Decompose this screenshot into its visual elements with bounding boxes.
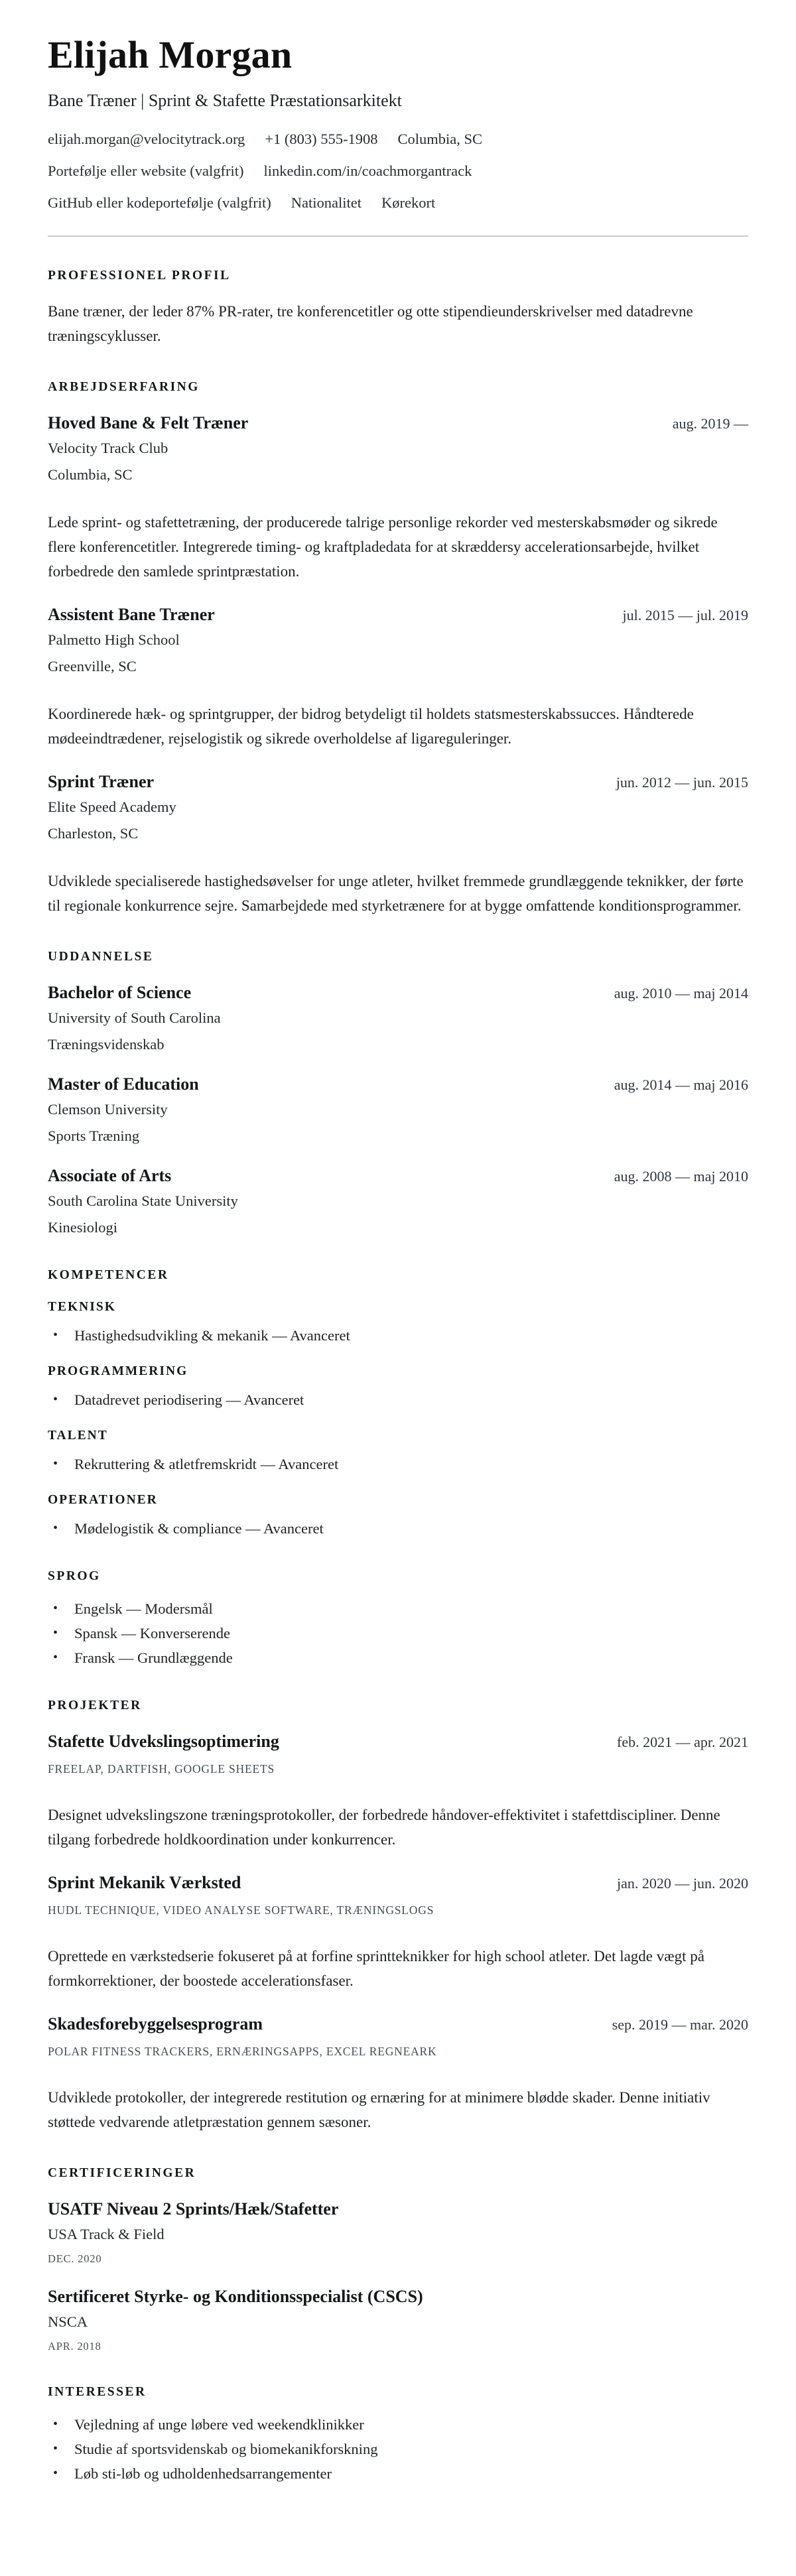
job-title: Assistent Bane Træner [48, 604, 215, 624]
degree-dates: aug. 2010 — maj 2014 [614, 984, 748, 1001]
job-description: Koordinerede hæk- og sprintgrupper, der bidrog betydeligt til holdets statsmesterskabssucces. Håndterede mødeeindtrædener, rejselogistik og sikrede overholdelse af ligareguleringer. [48, 705, 694, 747]
job-company: Palmetto High School [48, 631, 180, 648]
skill-group-label: TALENT [48, 1428, 108, 1443]
project-dates: feb. 2021 — apr. 2021 [617, 1733, 748, 1750]
contact-nationality: Nationalitet [291, 194, 362, 211]
project-entry [48, 1873, 748, 1993]
skill-item: • Mødelogistik & compliance — Avanceret [48, 1519, 748, 1537]
skill-item: • Hastighedsudvikling & mekanik — Avanceret [48, 1326, 748, 1344]
project-tools: POLAR FITNESS TRACKERS, ERNÆRINGSAPPS, EXCEL REGNEARK [48, 2044, 437, 2058]
education-entry [48, 983, 748, 1053]
interest-item: • Løb sti-løb og udholdenhedsarrangementer [48, 2465, 748, 2482]
job-title-subtitle: Bane Træner | Sprint & Stafette Præstationsarkitekt [48, 90, 402, 110]
project-description: Oprettede en værkstedserie fokuseret på at forfine sprintteknikker for high school atleter. Det lagde vægt på formkorrektioner, der boostede accelerationsfaser. [48, 1947, 704, 1989]
contact-block [48, 131, 748, 212]
education-entry [48, 1074, 748, 1145]
section-heading: PROFESSIONEL PROFIL [48, 268, 231, 283]
job-description: Udviklede specialiserede hastighedsøvelser for unge atleter, hvilket fremmede grundlæggende teknikker, der førte til regionale konkurrence sejre. Samarbejdede med styrketrænere for at bygge omfattende konditionsprogrammer. [48, 872, 744, 914]
education-entry [48, 1166, 748, 1236]
section-certifications [48, 2166, 748, 2353]
skill-list [48, 1391, 748, 1409]
profile-summary: Bane træner, der leder 87% PR-rater, tre konferencetitler og otte stipendieunderskrivelser med datadrevne træningscyklusser. [48, 302, 693, 344]
language-item: • Fransk — Grundlæggende [48, 1649, 748, 1667]
entry-head [48, 413, 748, 433]
job-location: Greenville, SC [48, 657, 137, 675]
degree-title: Master of Education [48, 1074, 199, 1094]
section-interests [48, 2385, 748, 2482]
contact-row [48, 131, 748, 148]
interest-item: • Studie af sportsvidenskab og biomekanikforskning [48, 2440, 748, 2458]
section-languages [48, 1569, 748, 1667]
interest-item: • Vejledning af unge løbere ved weekendklinikker [48, 2415, 748, 2433]
resume-header [48, 33, 748, 212]
project-title: Skadesforebyggelsesprogram [48, 2014, 263, 2033]
section-profile [48, 269, 748, 348]
project-title: Stafette Udvekslingsoptimering [48, 1731, 279, 1751]
resume-document [48, 33, 748, 2482]
experience-entry [48, 605, 748, 751]
experience-entry [48, 772, 748, 918]
certification-issuer: USA Track & Field [48, 2225, 165, 2242]
experience-entry [48, 413, 748, 584]
project-dates: sep. 2019 — mar. 2020 [612, 2016, 748, 2033]
project-description: Designet udvekslingszone træningsprotokoller, der forbedrede håndover-effektivitet i stafettdiscipliner. Denne tilgang forbedrede holdkoordination under konkurrencer. [48, 1806, 720, 1848]
entry-head [48, 1166, 748, 1186]
job-location: Charleston, SC [48, 824, 139, 842]
contact-row [48, 194, 748, 212]
project-entry [48, 2014, 748, 2134]
degree-dates: aug. 2014 — maj 2016 [614, 1076, 748, 1093]
certification-issuer: NSCA [48, 2313, 88, 2330]
job-title: Sprint Træner [48, 771, 155, 791]
job-title: Hoved Bane & Felt Træner [48, 413, 249, 432]
language-list [48, 1600, 748, 1667]
skill-list [48, 1326, 748, 1344]
job-dates: jun. 2012 — jun. 2015 [616, 773, 748, 791]
degree-title: Associate of Arts [48, 1165, 172, 1185]
entry-head [48, 1873, 748, 1893]
entry-head [48, 2014, 748, 2034]
degree-school: Clemson University [48, 1100, 168, 1118]
job-company: Velocity Track Club [48, 439, 168, 456]
skill-group-label: TEKNISK [48, 1299, 116, 1314]
section-projects [48, 1699, 748, 2134]
language-item: • Spansk — Konverserende [48, 1624, 748, 1642]
entry-head [48, 772, 748, 792]
project-entry [48, 1732, 748, 1852]
section-heading: PROJEKTER [48, 1698, 142, 1712]
certification-entry [48, 2199, 748, 2266]
degree-field: Sports Træning [48, 1127, 140, 1144]
project-tools: FREELAP, DARTFISH, GOOGLE SHEETS [48, 1762, 275, 1775]
degree-field: Træningsvidenskab [48, 1035, 165, 1053]
contact-drivers-license: Kørekort [381, 194, 436, 211]
contact-phone: +1 (803) 555-1908 [265, 130, 378, 147]
project-title: Sprint Mekanik Værksted [48, 1872, 241, 1892]
degree-field: Kinesiologi [48, 1218, 117, 1236]
entry-head [48, 1074, 748, 1094]
section-experience [48, 380, 748, 918]
interest-list [48, 2415, 748, 2482]
degree-school: University of South Carolina [48, 1009, 221, 1026]
job-dates: aug. 2019 — [672, 415, 748, 432]
contact-github-placeholder: GitHub eller kodeportefølje (valgfrit) [48, 194, 271, 211]
entry-head [48, 605, 748, 625]
section-skills [48, 1268, 748, 1537]
project-description: Udviklede protokoller, der integrerede restitution og ernæring for at minimere blødde skader. Denne initiativ støttede vedvarende atletpræstation gennem sæsoner. [48, 2089, 710, 2130]
skill-list [48, 1455, 748, 1473]
job-location: Columbia, SC [48, 466, 133, 483]
entry-head [48, 1732, 748, 1752]
degree-title: Bachelor of Science [48, 982, 192, 1002]
section-heading: KOMPETENCER [48, 1267, 169, 1282]
project-dates: jan. 2020 — jun. 2020 [617, 1874, 748, 1892]
degree-school: South Carolina State University [48, 1192, 238, 1209]
skill-group-label: PROGRAMMERING [48, 1364, 188, 1378]
contact-linkedin: linkedin.com/in/coachmorgantrack [263, 162, 472, 179]
page-title: Elijah Morgan [48, 33, 293, 76]
job-description: Lede sprint- og stafettetræning, der producerede talrige personlige rekorder ved mesterskabsmøder og sikrede flere konferencetitler. Integrerede timing- og kraftpladedata for at skræddersy accelerationsarbejde, hvilket forbedrede den samlede sprintpræstation. [48, 513, 718, 580]
certification-date: DEC. 2020 [48, 2252, 102, 2265]
certification-title: Sertificeret Styrke- og Konditionsspecialist (CSCS) [48, 2286, 423, 2306]
certification-date: APR. 2018 [48, 2339, 101, 2352]
contact-location: Columbia, SC [397, 130, 483, 147]
skill-list [48, 1519, 748, 1537]
section-heading: CERTIFICERINGER [48, 2165, 196, 2180]
section-heading: SPROG [48, 1569, 101, 1583]
project-tools: HUDL TECHNIQUE, VIDEO ANALYSE SOFTWARE, TRÆNINGSLOGS [48, 1903, 434, 1917]
header-divider [48, 235, 748, 237]
section-heading: ARBEJDSERFARING [48, 379, 200, 394]
contact-email: elijah.morgan@velocitytrack.org [48, 130, 245, 147]
contact-row [48, 162, 748, 180]
skill-group-label: OPERATIONER [48, 1492, 158, 1507]
certification-title: USATF Niveau 2 Sprints/Hæk/Stafetter [48, 2199, 339, 2219]
job-dates: jul. 2015 — jul. 2019 [622, 606, 748, 623]
job-company: Elite Speed Academy [48, 798, 176, 815]
entry-head [48, 983, 748, 1003]
contact-website-placeholder: Portefølje eller website (valgfrit) [48, 162, 244, 179]
degree-dates: aug. 2008 — maj 2010 [614, 1167, 748, 1185]
certification-entry [48, 2287, 748, 2353]
section-education [48, 950, 748, 1236]
skill-item: • Rekruttering & atletfremskridt — Avanceret [48, 1455, 748, 1473]
skill-item: • Datadrevet periodisering — Avanceret [48, 1391, 748, 1409]
section-heading: INTERESSER [48, 2384, 147, 2399]
section-heading: UDDANNELSE [48, 949, 154, 964]
language-item: • Engelsk — Modersmål [48, 1600, 748, 1618]
